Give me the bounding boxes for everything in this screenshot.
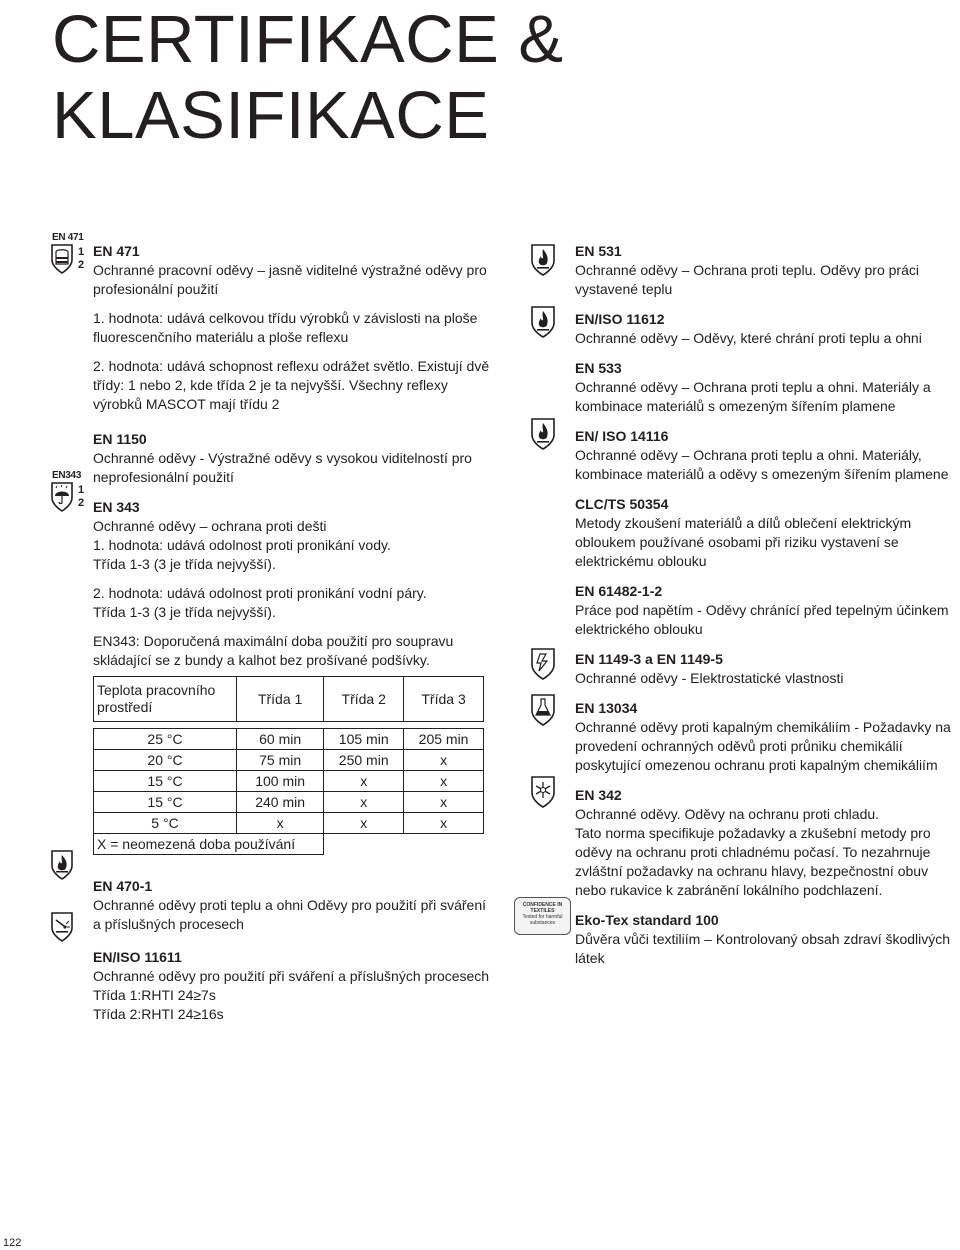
en342-section — [575, 786, 960, 900]
en1150-desc: Ochranné oděvy - Výstražné oděvy s vysokou viditelností pro neprofesionální použití — [93, 450, 472, 485]
table-header-row — [94, 677, 484, 722]
flame-shield-icon — [50, 850, 74, 880]
electrostatic-shield-icon — [530, 648, 556, 680]
table-cell: 5 °C — [94, 813, 237, 834]
en343-value2-class: Třída 1-3 (3 je třída nejvyšší). — [93, 604, 276, 620]
ekotex-section — [575, 911, 960, 968]
oeko-tex-badge-icon — [514, 897, 571, 935]
table-cell: 250 min — [324, 750, 404, 771]
table-cell: 15 °C — [94, 771, 237, 792]
en14116-desc: Ochranné oděvy – Ochrana proti teplu a ohni. Materiály, kombinace materiálů a oděvy s omezeným šířením plamene — [575, 447, 949, 482]
en533-code: EN 533 — [575, 360, 622, 376]
table-cell: 205 min — [404, 729, 484, 750]
flame-shield-icon-2 — [530, 306, 556, 338]
en343-class-2: 2 — [78, 497, 85, 509]
en471-value2: 2. hodnota: udává schopnost reflexu odrážet světlo. Existují dvě třídy: 1 nebo 2, kde třída 2 je ta nejvyšší. Všechny reflexy výrobků MASCOT mají třídu 2 — [93, 358, 490, 412]
table-cell: x — [324, 771, 404, 792]
en531-code: EN 531 — [575, 243, 622, 259]
oeko-tex-badge-line2: Tested for harmful substances — [522, 914, 563, 926]
table-header-class3: Třída 3 — [404, 677, 484, 722]
table-cell: x — [324, 813, 404, 834]
en533-section — [575, 359, 960, 416]
table-cell: x — [404, 750, 484, 771]
en470-code: EN 470-1 — [93, 878, 153, 894]
clc50354-desc: Metody zkoušení materiálů a dílů oblečení elektrickým obloukem používané osobami při riziku vystavení se elektrickému oblouku — [575, 515, 912, 569]
en471-icon-label: EN 471 — [52, 232, 84, 243]
en1149-code: EN 1149-3 a EN 1149-5 — [575, 651, 723, 667]
en1150-section — [93, 430, 493, 487]
clc50354-code: CLC/TS 50354 — [575, 496, 669, 512]
cold-snowflake-shield-icon — [530, 776, 556, 808]
table-header-class2: Třída 2 — [324, 677, 404, 722]
en471-class-2: 2 — [78, 259, 85, 271]
table-cell: x — [324, 792, 404, 813]
en342-desc2: Tato norma specifikuje požadavky a zkušební metody pro oděvy na ochranu proti chladnému počasí. To nezahrnuje zvláštní požadavky na ochranu hlavy, bezpečnostní obuv nebo rukavice k zabránění lokálního podchlazení. — [575, 825, 931, 898]
table-cell: 240 min — [237, 792, 324, 813]
en471-section — [93, 242, 493, 414]
en531-desc: Ochranné oděvy – Ochrana proti teplu. Oděvy pro práci vystavené teplu — [575, 262, 919, 297]
en343-usage-table — [93, 676, 484, 855]
table-row — [94, 771, 484, 792]
en342-desc1: Ochranné oděvy. Oděvy na ochranu proti chladu. — [575, 806, 880, 822]
page-number: 122 — [3, 1237, 22, 1249]
en343-class-1: 1 — [78, 484, 85, 496]
page-title — [52, 2, 564, 154]
en11611-class2: Třída 2:RHTI 24≥16s — [93, 1006, 224, 1022]
table-cell: 100 min — [237, 771, 324, 792]
rain-umbrella-shield-icon — [50, 482, 74, 512]
en14116-section — [575, 427, 960, 484]
en11612-code: EN/ISO 11612 — [575, 311, 665, 327]
table-cell: 75 min — [237, 750, 324, 771]
en1150-code: EN 1150 — [93, 431, 147, 447]
table-cell: 60 min — [237, 729, 324, 750]
hi-vis-shield-icon — [50, 244, 74, 274]
en11611-section — [93, 948, 493, 1024]
table-row — [94, 813, 484, 834]
left-column — [93, 242, 493, 1035]
table-cell: x — [404, 792, 484, 813]
en343-value1-class: Třída 1-3 (3 je třída nejvyšší). — [93, 556, 276, 572]
en343-desc: Ochranné oděvy – ochrana proti dešti — [93, 518, 327, 534]
en1149-desc: Ochranné oděvy - Elektrostatické vlastnosti — [575, 670, 844, 686]
en11611-class1: Třída 1:RHTI 24≥7s — [93, 987, 216, 1003]
en343-note: EN343: Doporučená maximální doba použití pro soupravu skládající se z bundy a kalhot bez prošívané podšívky. — [93, 633, 454, 668]
en471-class-1: 1 — [78, 246, 85, 258]
table-cell: 105 min — [324, 729, 404, 750]
en11612-desc: Ochranné oděvy – Oděvy, které chrání proti teplu a ohni — [575, 330, 922, 346]
table-cell: x — [404, 771, 484, 792]
en343-code: EN 343 — [93, 499, 140, 515]
en11611-desc: Ochranné oděvy pro použití při sváření a příslušných procesech — [93, 968, 490, 984]
en471-desc: Ochranné pracovní oděvy – jasně viditelné výstražné oděvy pro profesionální použití — [93, 262, 487, 297]
en11611-code: EN/ISO 11611 — [93, 949, 182, 965]
ekotex-code: Eko-Tex standard 100 — [575, 912, 719, 928]
en61482-desc: Práce pod napětím - Oděvy chránící před tepelným účinkem elektrického oblouku — [575, 602, 949, 637]
table-cell: x — [237, 813, 324, 834]
en61482-section — [575, 582, 960, 639]
en343-section — [93, 498, 493, 855]
table-cell: 15 °C — [94, 792, 237, 813]
en13034-desc: Ochranné oděvy proti kapalným chemikáliím - Požadavky na provedení ochranných oděvů proti průniku chemikálií poskytující omezenou ochranu proti kapalným chemikáliím — [575, 719, 951, 773]
table-header-temp: Teplota pracovního prostředí — [94, 677, 237, 722]
oeko-tex-badge-line1: CONFIDENCE IN TEXTILES — [522, 902, 563, 914]
en343-value2: 2. hodnota: udává odolnost proti pronikání vodní páry. — [93, 585, 427, 601]
en531-section — [575, 242, 960, 299]
en533-desc: Ochranné oděvy – Ochrana proti teplu a ohni. Materiály a kombinace materiálů s omezeným šířením plamene — [575, 379, 931, 414]
table-gap-row — [94, 722, 484, 729]
en342-code: EN 342 — [575, 787, 622, 803]
en13034-section — [575, 699, 960, 775]
table-row — [94, 750, 484, 771]
table-row — [94, 729, 484, 750]
en470-desc: Ochranné oděvy proti teplu a ohni Oděvy pro použití při sváření a příslušných procesech — [93, 897, 486, 932]
table-footnote: X = neomezená doba používání — [94, 834, 324, 855]
en13034-code: EN 13034 — [575, 700, 638, 716]
table-cell: 20 °C — [94, 750, 237, 771]
en471-code: EN 471 — [93, 243, 140, 259]
heat-flame-shield-icon — [530, 244, 556, 276]
clc50354-section — [575, 495, 960, 571]
table-cell: 25 °C — [94, 729, 237, 750]
ekotex-desc: Důvěra vůči textiliím – Kontrolovaný obsah zdraví škodlivých látek — [575, 931, 951, 966]
en470-section — [93, 877, 493, 934]
table-header-class1: Třída 1 — [237, 677, 324, 722]
right-column — [575, 242, 960, 979]
en14116-code: EN/ ISO 14116 — [575, 428, 669, 444]
en471-value1: 1. hodnota: udává celkovou třídu výrobků v závislosti na ploše fluorescenčního materiálu a ploše reflexu — [93, 310, 478, 345]
flame-shield-icon-3 — [530, 418, 556, 450]
table-footnote-row — [94, 834, 484, 855]
table-cell: x — [404, 813, 484, 834]
welding-shield-icon — [50, 912, 74, 942]
en61482-code: EN 61482-1-2 — [575, 583, 663, 599]
title-line-2: KLASIFIKACE — [52, 78, 490, 153]
en11612-section — [575, 310, 960, 348]
en343-value1: 1. hodnota: udává odolnost proti pronikání vody. — [93, 537, 391, 553]
title-line-1: CERTIFIKACE & — [52, 2, 564, 77]
table-row — [94, 792, 484, 813]
chemical-shield-icon — [530, 694, 556, 726]
en343-icon-label: EN343 — [52, 470, 82, 481]
en1149-section — [575, 650, 960, 688]
